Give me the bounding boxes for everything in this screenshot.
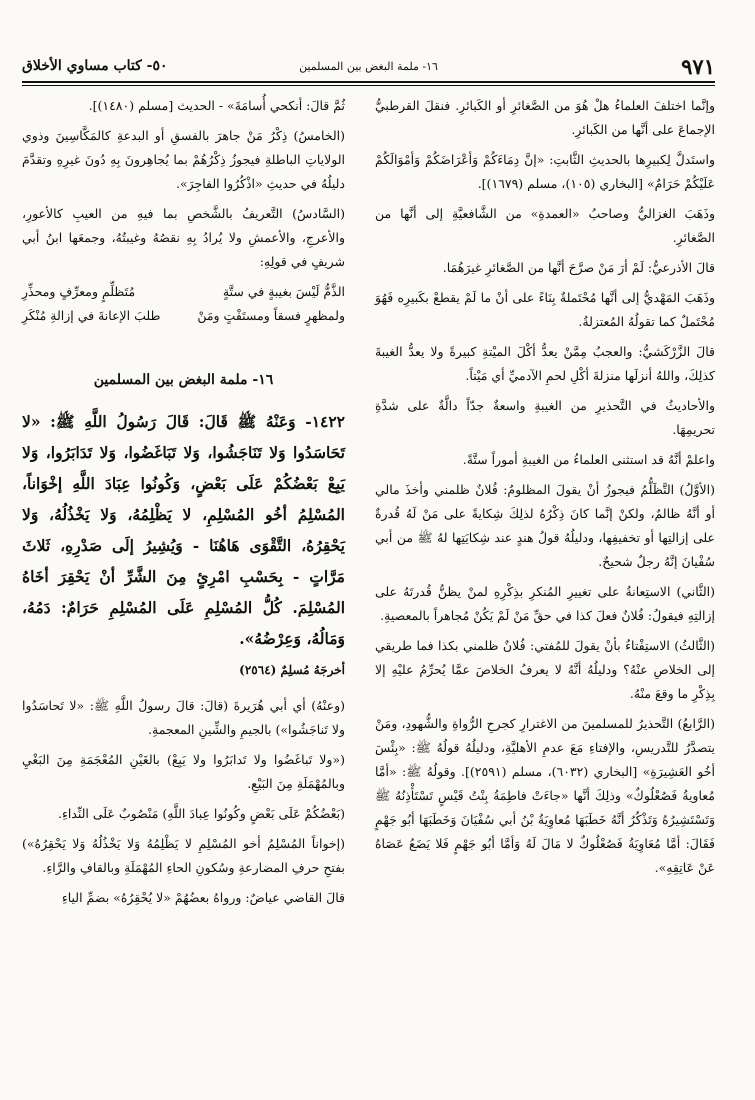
commentary-paragraph: (إخواناً المُسْلِمُ أخو المُسْلِمِ لا يَظْلِمُهُ وَلا يَخْذُلُهُ وَلا يَحْقِرُهُ») بفتحِ حرفِ المضارعةِ وسُكونِ الحاءِ المُهْمَلَةِ وبالقافِ والرَّاءِ. xyxy=(22,836,345,875)
verse-second-hemistich: طلبَ الإعانةَ في إزالةِ مُنْكَرِ xyxy=(22,308,161,323)
paragraph: قالَ الزَّرْكَشيُّ: والعجبُ مِمَّنْ يعدُّ أكْلَ الميْتةِ كبيرةً ولا يعدُّ الغيبةَ كذلِكَ، واللهُ أنزلَها منزلةَ أكْلِ لحمِ الآدميِّ أي مَيْتاً. xyxy=(375,344,715,383)
verse-first-hemistich: ولمظهرٍ فسقاً ومستَفْتٍ ومَنْ xyxy=(197,308,345,323)
hadith-text: ١٤٢٢- وَعَنْهُ ﷺ قَالَ: قَالَ رَسُولُ اللَّهِ ﷺ: «لا تَحَاسَدُوا وَلا تَنَاجَشُوا، وَلا تَبَاغَضُوا، وَلا تَدَابَرُوا، وَلا يَبِعْ بَعْضُكُمْ عَلَى بَعْضٍ، وَكُونُوا عِبَادَ اللَّهِ إخْوَاناً، المُسْلِمُ أخُو المُسْلِمِ، لا يَظْلِمُهُ، وَلا يَخْذُلُهُ، وَلا يَحْقِرُهُ، التَّقْوَى هَاهُنَا - وَيُشِيرُ إلَى صَدْرِهِ، ثَلاثَ مَرَّاتٍ - بِحَسْبِ امْرِئٍ مِنَ الشَّرِّ أنْ يَحْقِرَ أخَاهُ المُسْلِمَ. كُلُّ المُسْلِمِ عَلَى المُسْلِمِ حَرَامٌ: دَمُهُ، وَمَالُهُ، وَعِرْضُهُ». xyxy=(22,412,345,648)
paragraph: واعلمْ أنَّهُ قد استثنى العلماءُ من الغيبةِ أموراً ستَّةً. xyxy=(462,452,715,467)
poem-verse xyxy=(22,280,345,304)
poem xyxy=(22,280,345,328)
paragraph: ثُمَّ قالَ: أنكحي أُسامَةَ» - الحديث [مسلم (١٤٨٠)]. xyxy=(88,98,345,113)
paragraph: والأحاديثُ في التَّحذيرِ من الغيبةِ واسعةٌ جدّاً دالَّةٌ على شدَّةِ تحريمِهَا. xyxy=(375,398,715,437)
paragraph: وذَهَبَ المَهْديُّ إلى أنَّها مُحْتَملةٌ بِنَاءً على أنْ ما لَمْ يقطعْ بكَبيرِه فَهُوَ مُحْتَملٌ كما تقولُهُ المُعتزلةُ. xyxy=(375,290,715,329)
paragraph: (الثَّالثُ) الاستِفْتاءُ بأنْ يقولَ للمُفتي: فُلانٌ ظلمني بكذا فما طريقي إلى الخلاصِ عنْهُ؟ ودليلُهُ أنَّهُ لا يعرفُ الخلاصَ عمَّا يُحرِّمُ عليْهِ إلا بِذِكْرِ ما وقعَ منْهُ. xyxy=(375,638,715,701)
paragraph: (الثَّاني) الاستِعانةُ على تغييرِ المُنكرِ بذِكْرِهِ لمنْ يظنُّ قُدرتَهُ على إزالتِهِ فيقولُ: فُلانٌ فعلَ كذا في حقِّ مَنْ لَمْ يَكُنْ مُجاهراً بالمعصيةِ. xyxy=(375,584,715,623)
header-rule xyxy=(22,81,715,86)
page-header xyxy=(22,48,715,84)
book-running-title: ٥٠- كتاب مساوي الأخلاق xyxy=(22,58,168,74)
right-column xyxy=(375,94,715,886)
chapter-title: ١٦- ملمة البغض بين المسلمين xyxy=(93,372,274,388)
verse-second-hemistich: مُتَظلِّمٍ ومعرِّفٍ ومحذِّرِ xyxy=(22,284,136,299)
paragraph: (السَّادسُ) التَّعريفُ بالشَّخصِ بما فيهِ من العيبِ كالأعورِ، والأعرجِ، والأعمشِ ولا يُرادُ بِهِ نقصُهُ وغيبتُهُ، وجمعَها ابنُ أبي شريفٍ في قولِهِ: xyxy=(22,206,345,269)
left-column xyxy=(22,94,345,916)
page-number: ٩٧١ xyxy=(681,54,715,79)
paragraph: (الأوَّلُ) التَّظَلُّمُ فيجوزُ أنْ يقولَ المظلومُ: فُلانٌ ظلمني وأخذَ مالي أو أنَّهُ ظالمٌ، ولكنْ إنَّما كانَ ذِكْرُهُ لذلِكَ شِكايةً على مَنْ لَهُ قُدرةٌ على إزالتِها أو تخفيفِها، ودليلُهُ قولُ هندٍ عند شِكايَتِها لهُ ﷺ من أبي سُفْيانَ إنَّهُ رجلٌ شحيحٌ. xyxy=(375,482,715,569)
paragraph: (الرَّابعُ) التَّحذيرُ للمسلمينَ من الاغترارِ كجرحِ الرُّواةِ والشُّهودِ، ومَنْ يتصدَّرُ للتَّدريسِ، والإفتاءِ مَعَ عدمِ الأهليَّةِ، ودليلُهُ قولُهُ ﷺ: «بِئْسَ أخُو العَشِيرَةِ» [البخاري (٦٠٣٢)، مسلم (٢٥٩١)]. وقولُهُ ﷺ: «أمَّا مُعاويةُ فَصُعْلُوكٌ» وذلِكَ أنَّها «جاءَتْ فاطِمَةُ بِنْتُ قَيْسٍ تَسْتَأْذِنُهُ ﷺ وَتَسْتَشِيرُهُ وَتَذْكُرُ أنَّهُ خَطَبَهَا مُعاوِيَةُ بْنُ أبي سُفْيَانَ وَخَطَبَهَا أبُو جَهْمٍ فَقَالَ: أمَّا مُعَاوِيَةُ فَصُعْلُوكٌ لا مَالَ لَهُ وَأمَّا أبُو جَهْمٍ فَلا يَضَعُ عَصَاهُ عَنْ عَاتِقِهِ». xyxy=(375,716,715,875)
commentary-paragraph: قالَ القاضي عياضٌ: ورواهُ بعضُهُمْ «لا يُحْقِرُهُ» بضمِّ الياءِ xyxy=(61,890,345,905)
verse-first-hemistich: الذَّمُّ لَيْسَ بغيبةٍ في ستَّةٍ xyxy=(222,284,345,299)
paragraph: وذَهَبَ الغزاليُّ وصاحبُ «العمدةِ» من الشَّافعيَّةِ إلى أنَّها من الصَّغائرِ. xyxy=(375,206,715,245)
paragraph: وإنَّما اختلفَ العلماءُ هلْ هُوَ من الصَّغائرِ أو الكَبائرِ. فنقلَ القرطبيُّ الإجماعَ على أنَّها من الكَبائرِ. xyxy=(375,98,715,137)
paragraph: (الخامسُ) ذِكْرُ مَنْ جاهرَ بالفسقِ أو البدعةِ كالمَكَّاسِينَ وذوي الولاياتِ الباطلةِ فيجوزُ ذِكْرُهُمْ بما يُجاهِرونَ بِهِ دُونَ غيرِهِ وتقدَّمَ دليلُهُ في حديثِ «اذْكُرُوا الفاجِرَ». xyxy=(22,128,345,191)
chapter-running-title: ١٦- ملمة البغض بين المسلمين xyxy=(299,60,438,73)
paragraph: واستَدلَّ لِكبيرِها بالحديثِ الثَّابتِ: «إنَّ دِمَاءَكُمْ وَأعْرَاضَكُمْ وَأمْوَالَكُمْ عَلَيْكُمْ حَرَامٌ» [البخاري (١٠٥)، مسلم (١٦٧٩)]. xyxy=(375,152,715,191)
commentary-paragraph: («ولا تَباغَضُوا ولا تَدابَرُوا ولا يَبِعْ) بالغَيْنِ المُعْجَمَةِ مِنَ البَغْيِ وبالمُهْمَلَةِ مِنَ البَيْعِ. xyxy=(22,752,345,791)
hadith-source: أخرجَهُ مُسلِمٌ (٢٥٦٤) xyxy=(239,663,345,677)
commentary-paragraph: (بَعْضُكُمْ عَلَى بَعْضٍ وكُونُوا عِبادَ اللَّهِ) مَنْصُوبٌ عَلَى النِّداءِ. xyxy=(57,806,345,821)
paragraph: قالَ الأذرعيُّ: لَمْ أرَ مَنْ صرَّحَ أنَّها من الصَّغائرِ غيرَهُمَا. xyxy=(442,260,715,275)
poem-verse xyxy=(22,304,345,328)
commentary-paragraph: (وعنْهُ) أي أبي هُرَيرةَ (قالَ: قالَ رسولُ اللَّهِ ﷺ: «لا تَحاسَدُوا ولا تَناجَشُوا») بالجيمِ والشِّينِ المعجمةِ. xyxy=(22,698,345,737)
